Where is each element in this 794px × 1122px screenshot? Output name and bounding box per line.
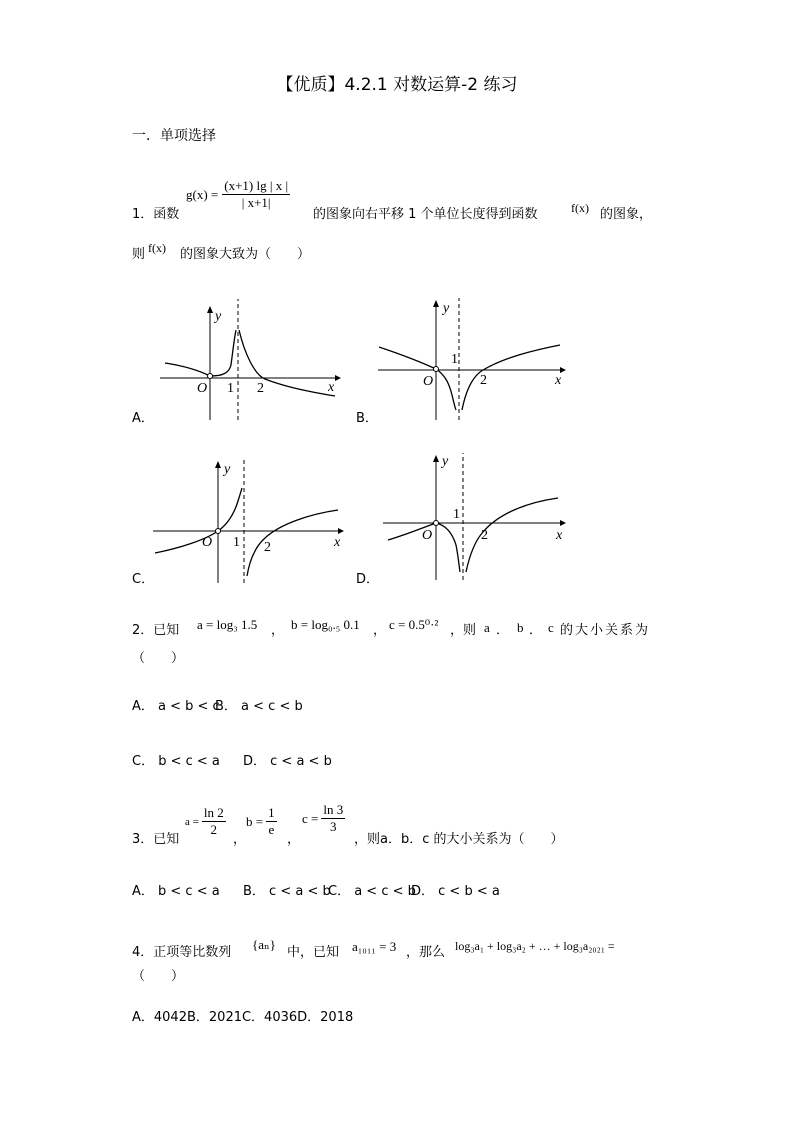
curve-left xyxy=(379,347,436,369)
q4-given: a₁₀₁₁ = 3 xyxy=(352,939,397,954)
origin-label: O xyxy=(197,381,208,396)
q3-c-lhs: c = xyxy=(302,810,319,826)
q1-line2-start: 则 xyxy=(132,247,146,262)
q3-c-den: 3 xyxy=(330,819,337,834)
curve-left xyxy=(165,363,210,376)
graph-c xyxy=(150,458,350,588)
q2-option-c: C． b < c < a xyxy=(132,754,220,769)
tick-2-label: 2 xyxy=(480,373,487,388)
q3-c-num: ln 3 xyxy=(323,802,344,817)
q2-c-expr: c = 0.5⁰·² xyxy=(389,617,439,632)
q1-func-fraction xyxy=(222,178,290,211)
q3-a xyxy=(185,805,226,838)
origin-hole xyxy=(216,529,221,534)
q4-number: 4．正项等比数列 xyxy=(132,945,232,960)
x-label: x xyxy=(328,380,335,395)
q2-dot-1: ． xyxy=(496,623,510,638)
q3-option-d: D． c < b < a xyxy=(411,884,500,899)
q2-then: ，则 xyxy=(450,623,477,638)
curve-right xyxy=(462,345,560,410)
q2-paren: （ ） xyxy=(132,651,185,666)
origin-hole xyxy=(208,374,213,379)
q2-option-b: B． a < c < b xyxy=(215,699,303,714)
q3-c-fraction xyxy=(321,802,345,835)
q2-text-end: 的大小关系为 xyxy=(560,623,651,638)
tick-2-label: 2 xyxy=(257,381,264,396)
curve-middle xyxy=(210,330,236,376)
q4-mid: 中，已知 xyxy=(287,945,340,960)
q1-option-b: B． xyxy=(356,411,378,426)
q3-option-c: C． a < c < b xyxy=(328,884,416,899)
q2-b-expr: b = log₀.₅ 0.1 xyxy=(291,617,360,632)
tick-1-label: 1 xyxy=(451,352,458,367)
y-label: y xyxy=(224,462,231,477)
q1-func-num: (x+1) lg | x | xyxy=(224,178,289,193)
q3-b xyxy=(246,805,277,838)
q3-sep-2: ， xyxy=(287,832,301,847)
curve-middle xyxy=(436,523,460,572)
curve-right xyxy=(466,498,558,572)
q2-sep-1: ， xyxy=(271,623,285,638)
q1-func-lhs: g(x) = xyxy=(186,186,219,202)
curve-right xyxy=(239,330,335,396)
q4-seq: {aₙ} xyxy=(252,937,276,952)
x-label: x xyxy=(556,528,563,543)
q1-func-den: | x+1| xyxy=(241,195,271,210)
x-axis-arrow xyxy=(338,528,344,534)
q2-option-a: A． a < b < c xyxy=(132,699,220,714)
q3-number: 3．已知 xyxy=(132,832,180,847)
q3-b-fraction xyxy=(266,805,277,838)
q3-a-num: ln 2 xyxy=(203,805,224,820)
y-axis-arrow xyxy=(433,300,439,307)
q4-sum: log₃a₁ + log₃a₂ + … + log₃a₂₀₂₁ = xyxy=(455,939,615,953)
q3-a-fraction xyxy=(202,805,226,838)
q3-sep-1: ， xyxy=(233,832,247,847)
q2-var-b: b xyxy=(517,620,524,635)
q3-b-lhs: b = xyxy=(246,813,264,829)
origin-label: O xyxy=(423,374,434,389)
q3-a-lhs: a = xyxy=(185,815,199,828)
y-label: y xyxy=(215,309,222,324)
q3-b-den: e xyxy=(268,822,275,837)
q1-option-c: C． xyxy=(132,572,155,587)
tick-2-label: 2 xyxy=(481,528,488,543)
q4-options: A．4042B．2021C．4036D．2018 xyxy=(132,1010,354,1025)
q3-option-b: B． c < a < b xyxy=(243,884,331,899)
y-axis-arrow xyxy=(433,455,439,462)
q4-paren: （ ） xyxy=(132,969,185,984)
y-axis-arrow xyxy=(207,306,213,313)
origin-hole xyxy=(434,367,439,372)
origin-label: O xyxy=(422,528,433,543)
x-label: x xyxy=(334,535,341,550)
tick-2-label: 2 xyxy=(264,540,271,555)
y-label: y xyxy=(443,301,450,316)
q4-then: ，那么 xyxy=(406,945,446,960)
origin-hole xyxy=(434,521,439,526)
curve-right xyxy=(247,510,338,576)
q1-line2-end: 的图象大致为（ ） xyxy=(180,247,311,262)
origin-label: O xyxy=(202,535,213,550)
q2-option-d: D． c < a < b xyxy=(243,754,332,769)
q2-var-c: c xyxy=(548,620,554,635)
q2-sep-2: ， xyxy=(373,623,387,638)
q1-text: 的图象向右平移 1 个单位长度得到函数 xyxy=(313,207,538,222)
tick-1-label: 1 xyxy=(227,381,234,396)
q1-number: 1．函数 xyxy=(132,207,180,222)
q3-c xyxy=(302,802,345,835)
q2-a-expr: a = log₃ 1.5 xyxy=(197,617,258,632)
q1-text-end: 的图象， xyxy=(600,207,653,222)
y-axis-arrow xyxy=(215,461,221,468)
page-title: 【优质】4.2.1 对数运算-2 练习 xyxy=(276,75,518,95)
graph-d xyxy=(380,450,575,585)
x-label: x xyxy=(555,373,562,388)
section-heading: 一．单项选择 xyxy=(132,128,216,144)
q3-a-den: 2 xyxy=(210,822,218,837)
graph-a xyxy=(155,295,345,425)
x-axis-arrow xyxy=(560,520,566,526)
q1-fx: f(x) xyxy=(571,201,589,215)
q3-text-end: ，则a．b．c 的大小关系为（ ） xyxy=(354,832,564,847)
curve-left xyxy=(155,488,242,553)
graph-b xyxy=(375,295,575,425)
q2-var-a: a xyxy=(484,620,490,635)
q1-option-a: A． xyxy=(132,411,154,426)
tick-1-label: 1 xyxy=(453,507,460,522)
q1-line2-fx: f(x) xyxy=(148,241,166,255)
tick-1-label: 1 xyxy=(233,535,240,550)
q3-option-a: A． b < c < a xyxy=(132,884,220,899)
q3-b-num: 1 xyxy=(268,805,275,820)
x-axis-arrow xyxy=(335,375,341,381)
q1-function xyxy=(186,178,290,211)
q2-dot-2: ． xyxy=(529,623,543,638)
q1-option-d: D． xyxy=(356,572,380,587)
y-label: y xyxy=(442,454,449,469)
q2-number: 2．已知 xyxy=(132,623,180,638)
curve-middle xyxy=(436,369,456,410)
